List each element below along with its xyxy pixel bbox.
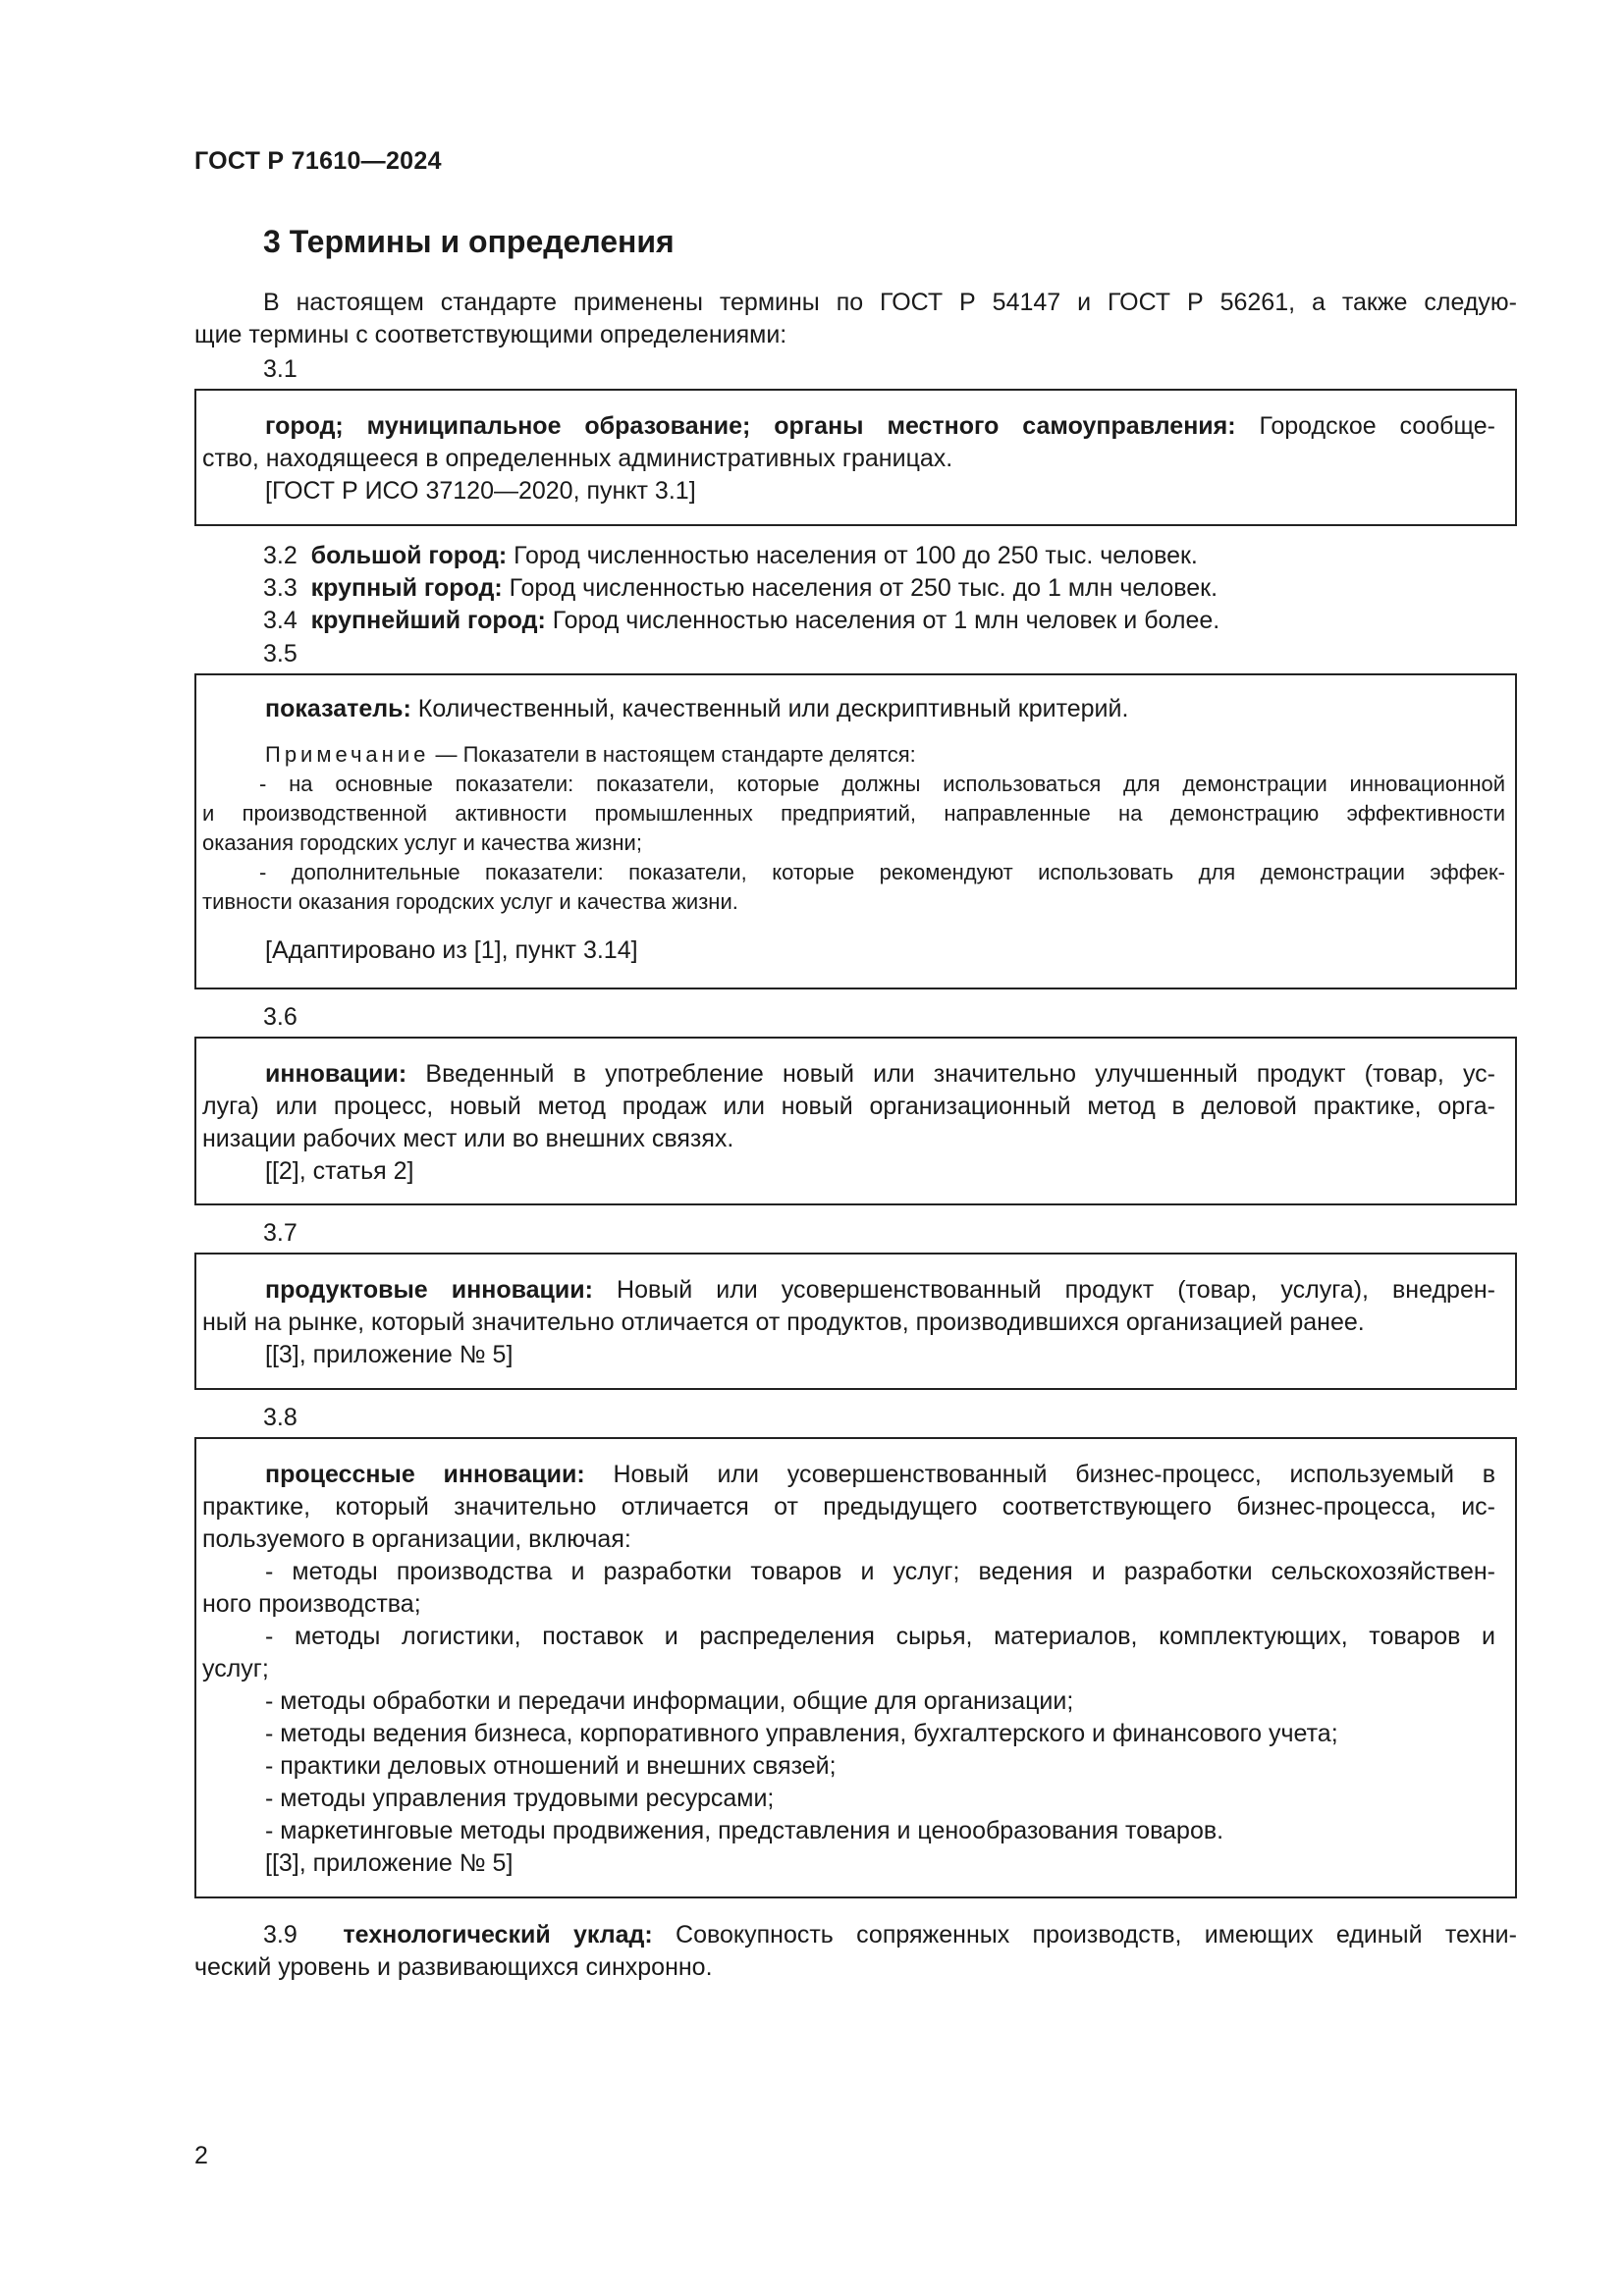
term-number-3-8: 3.8 (263, 1404, 298, 1431)
term-3-6-line-3: низации рабочих мест или во внешних связях. (202, 1125, 734, 1152)
term-3-4-definition: Город численностью населения от 1 млн человек и более. (545, 607, 1220, 634)
term-3-8-source: [[3], приложение № 5] (265, 1849, 514, 1877)
term-3-7-source: [[3], приложение № 5] (265, 1341, 514, 1368)
term-3-8-line-3: пользуемого в организации, включая: (202, 1525, 631, 1553)
term-number-3-7: 3.7 (263, 1219, 298, 1247)
term-3-8-item-7: - маркетинговые методы продвижения, представления и ценообразования товаров. (265, 1817, 1224, 1844)
term-3-5-note (196, 740, 1515, 770)
term-box-3-1 (194, 389, 1517, 526)
term-box-3-7 (194, 1253, 1517, 1390)
page-number: 2 (194, 2142, 208, 2169)
term-3-8-item-1-line-1: - методы производства и разработки товаров и услуг; ведения и разработки сельскохозяйствен- (265, 1558, 1495, 1585)
term-3-9-definition: Совокупность сопряженных производств, имеющих единый техни- (652, 1921, 1517, 1949)
note-bullet-1-line-1: - на основные показатели: показатели, которые должны использоваться для демонстрации инновационной (259, 772, 1505, 796)
term-3-8-item-4: - методы ведения бизнеса, корпоративного управления, бухгалтерского и финансового учета; (265, 1720, 1338, 1747)
term-3-8-term: процессные инновации: (265, 1461, 585, 1488)
term-3-8-item-2-line-2: услуг; (202, 1655, 269, 1682)
term-3-2 (194, 540, 1517, 572)
term-3-4-term: крупнейший город: (310, 607, 546, 634)
term-3-8-item-1-line-2: ного производства; (202, 1590, 421, 1618)
term-3-4 (194, 605, 1517, 637)
term-3-8-line-2: практике, который значительно отличается от предыдущего соответствующего бизнес-процесса, ис- (202, 1493, 1495, 1521)
term-3-6-line-2: луга) или процесс, новый метод продаж или новый организационный метод в деловой практике, орга- (202, 1093, 1495, 1120)
note-bullet-1-line-3: оказания городских услуг и качества жизни; (202, 830, 642, 855)
term-number-3-6: 3.6 (263, 1003, 298, 1031)
term-3-7-definition: Новый или усовершенствованный продукт (товар, услуга), внедрен- (592, 1276, 1495, 1304)
term-3-8-item-5: - практики деловых отношений и внешних связей; (265, 1752, 837, 1780)
term-3-3 (194, 572, 1517, 605)
term-3-1-line-2: ство, находящееся в определенных административных границах. (202, 445, 953, 472)
document-code: ГОСТ Р 71610—2024 (194, 147, 442, 175)
term-3-6-definition: Введенный в употребление новый или значительно улучшенный продукт (товар, ус- (406, 1060, 1495, 1088)
term-3-5-source: [Адаптировано из [1], пункт 3.14] (265, 936, 638, 964)
term-3-8-item-6: - методы управления трудовыми ресурсами; (265, 1785, 775, 1812)
intro-line-2: щие термины с соответствующими определениями: (194, 321, 787, 348)
term-number-3-5: 3.5 (263, 640, 298, 667)
term-box-3-6 (194, 1037, 1517, 1205)
term-3-5-line-1 (196, 693, 1515, 725)
term-3-8-item-2-line-1: - методы логистики, поставок и распределения сырья, материалов, комплектующих, товаров и (265, 1623, 1495, 1650)
term-box-3-5 (194, 673, 1517, 989)
term-3-1-term: город; муниципальное образование; органы местного самоуправления: (265, 412, 1236, 440)
note-bullet-2-line-1: - дополнительные показатели: показатели, которые рекомендуют использовать для демонстрации эффек- (259, 860, 1505, 884)
term-3-7-term: продуктовые инновации: (265, 1276, 593, 1304)
term-3-5-definition: Количественный, качественный или дескриптивный критерий. (410, 695, 1129, 722)
term-3-7-line-1 (196, 1274, 1515, 1307)
term-number-3-3: 3.3 (263, 574, 298, 602)
term-3-6-term: инновации: (265, 1060, 407, 1088)
section-title: 3 Термины и определения (263, 224, 675, 259)
term-3-1-definition: Городское сообще- (1235, 412, 1495, 440)
term-3-8-line-1 (196, 1459, 1515, 1491)
term-3-2-definition: Город численностью населения от 100 до 250 тыс. человек. (507, 542, 1198, 569)
note-text: — Показатели в настоящем стандарте делятся: (429, 742, 916, 767)
term-3-5-term: показатель: (265, 695, 411, 722)
term-3-3-definition: Город численностью населения от 250 тыс. до 1 млн человек. (502, 574, 1218, 602)
note-bullet-1-line-2: и производственной активности промышленных предприятий, направленные на демонстрацию эффективности (202, 801, 1505, 826)
term-number-3-1: 3.1 (263, 355, 298, 383)
term-3-9-line-1 (194, 1919, 1517, 1951)
term-3-1-line-1 (196, 410, 1515, 443)
term-3-2-term: большой город: (310, 542, 508, 569)
note-label: Примечание (265, 742, 430, 767)
intro-line-1: В настоящем стандарте применены термины по ГОСТ Р 54147 и ГОСТ Р 56261, а также следую- (263, 289, 1517, 316)
term-3-1-source: [ГОСТ Р ИСО 37120—2020, пункт 3.1] (265, 477, 696, 505)
term-box-3-8 (194, 1437, 1517, 1898)
term-3-6-source: [[2], статья 2] (265, 1157, 414, 1185)
term-3-8-definition: Новый или усовершенствованный бизнес-процесс, используемый в (584, 1461, 1496, 1488)
term-number-3-9: 3.9 (263, 1921, 298, 1949)
term-3-3-term: крупный город: (310, 574, 503, 602)
term-3-7-line-2: ный на рынке, который значительно отличается от продуктов, производившихся организацией ранее. (202, 1308, 1365, 1336)
term-number-3-4: 3.4 (263, 607, 298, 634)
term-number-3-2: 3.2 (263, 542, 298, 569)
term-3-9-term: технологический уклад: (343, 1921, 653, 1949)
note-bullet-2-line-2: тивности оказания городских услуг и качества жизни. (202, 889, 738, 914)
term-3-6-line-1 (196, 1058, 1515, 1091)
term-3-9-line-2: ческий уровень и развивающихся синхронно. (194, 1953, 713, 1981)
term-3-8-item-3: - методы обработки и передачи информации, общие для организации; (265, 1687, 1074, 1715)
